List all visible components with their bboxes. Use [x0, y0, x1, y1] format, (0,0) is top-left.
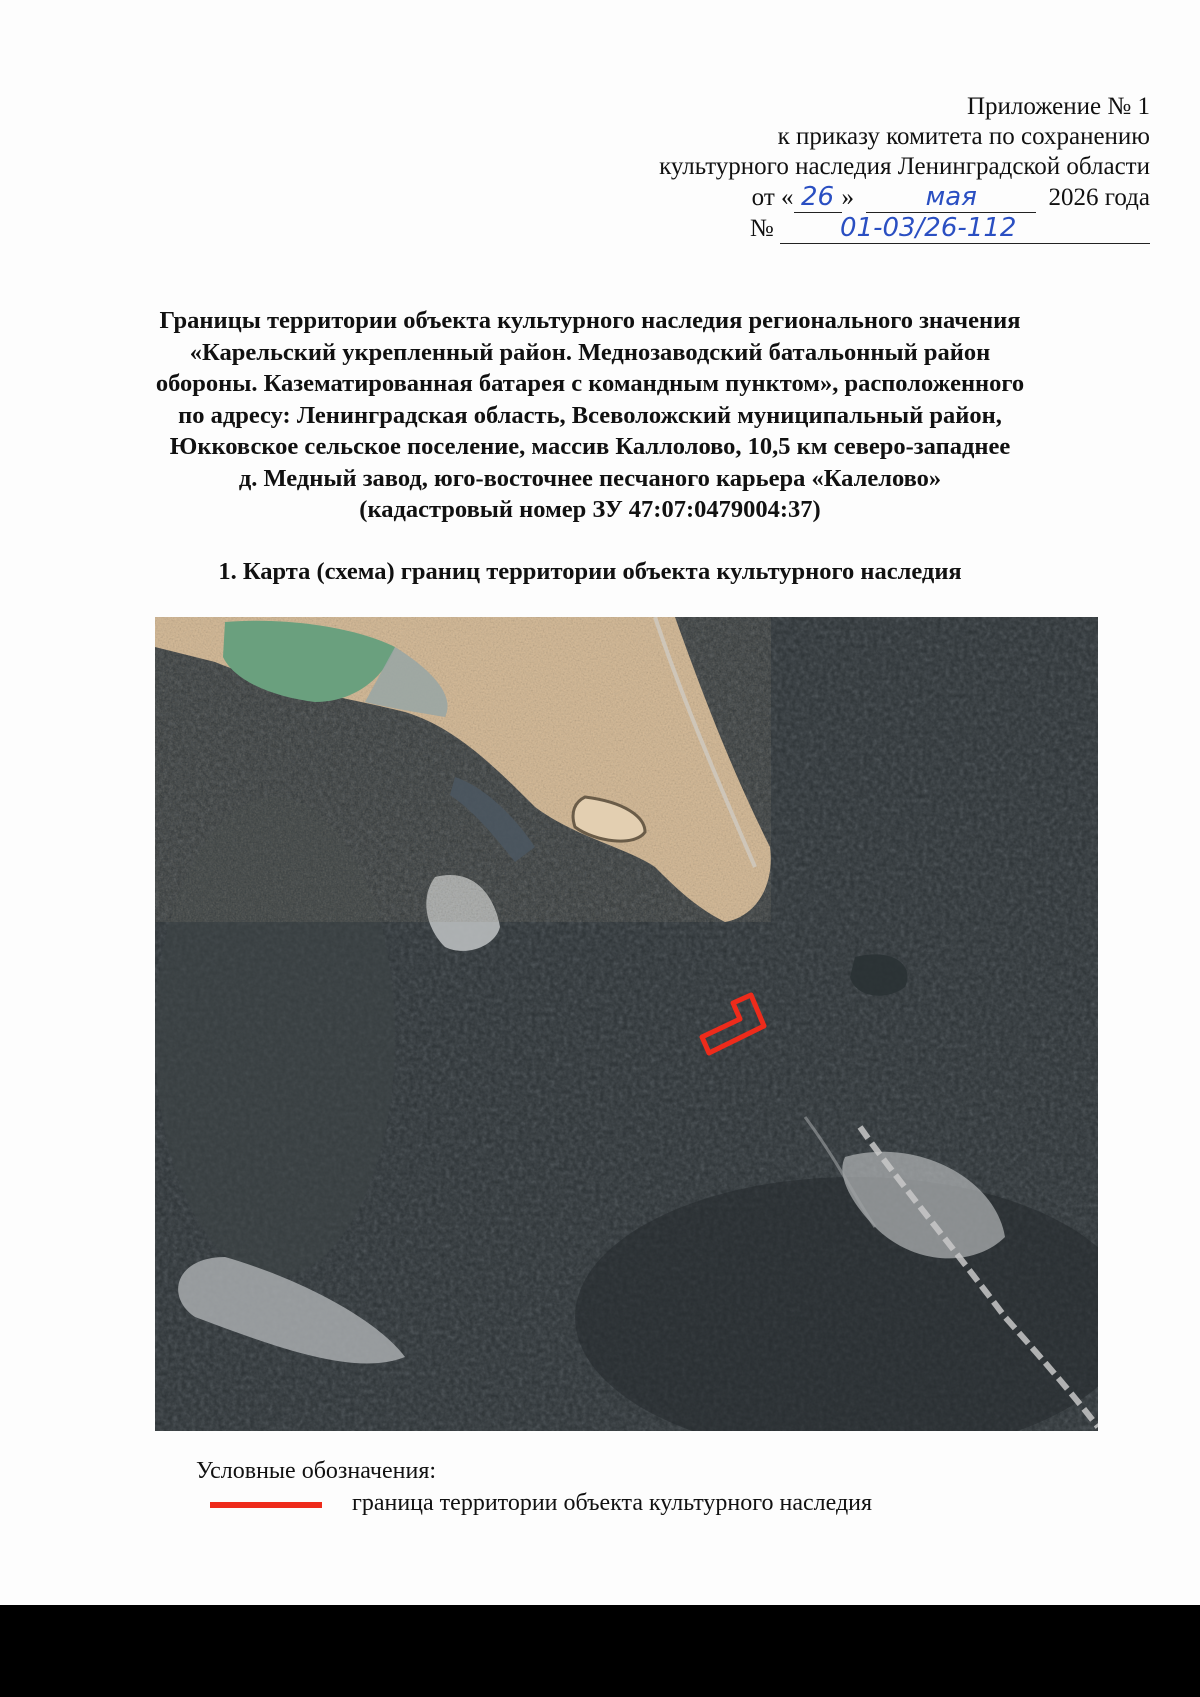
order-year: 2026 года	[1048, 184, 1150, 211]
order-number-value: 01-03/26-112	[780, 213, 1150, 244]
approval-block	[530, 92, 1150, 244]
legend-item-label: граница территории объекта культурного наследия	[352, 1490, 873, 1516]
legend-item	[210, 1490, 1010, 1524]
boundary-line-swatch	[210, 1502, 322, 1508]
order-date: от « 26 » мая 2026 года	[751, 182, 1150, 212]
title-line: Границы территории объекта культурного наследия регионального значения	[159, 307, 1021, 334]
committee-name: культурного наследия Ленинградской области	[659, 153, 1150, 180]
title-line: Юкковское сельское поселение, массив Каллолово, 10,5 км северо-западнее	[169, 433, 1011, 460]
document-title	[90, 305, 1090, 526]
title-line: «Карельский укрепленный район. Меднозаводский батальонный район	[189, 338, 991, 366]
satellite-map	[155, 617, 1098, 1431]
satellite-map-image	[155, 617, 1098, 1431]
order-reference: к приказу комитета по сохранению	[777, 123, 1150, 150]
legend-title: Условные обозначения:	[196, 1458, 437, 1484]
title-line: обороны. Казематированная батарея с командным пунктом», расположенного	[155, 370, 1025, 397]
order-month: мая	[866, 182, 1036, 213]
title-line: по адресу: Ленинградская область, Всеволожский муниципальный район,	[178, 401, 1002, 429]
title-line: (кадастровый номер ЗУ 47:07:0479004:37)	[359, 496, 821, 523]
title-line: д. Медный завод, юго-восточнее песчаного карьера «Калелово»	[238, 464, 942, 492]
order-day: 26	[794, 182, 842, 213]
order-number: № 01-03/26-112	[530, 213, 1150, 244]
section-title: 1. Карта (схема) границ территории объекта культурного наследия	[218, 558, 962, 585]
appendix-label: Приложение № 1	[966, 93, 1150, 120]
